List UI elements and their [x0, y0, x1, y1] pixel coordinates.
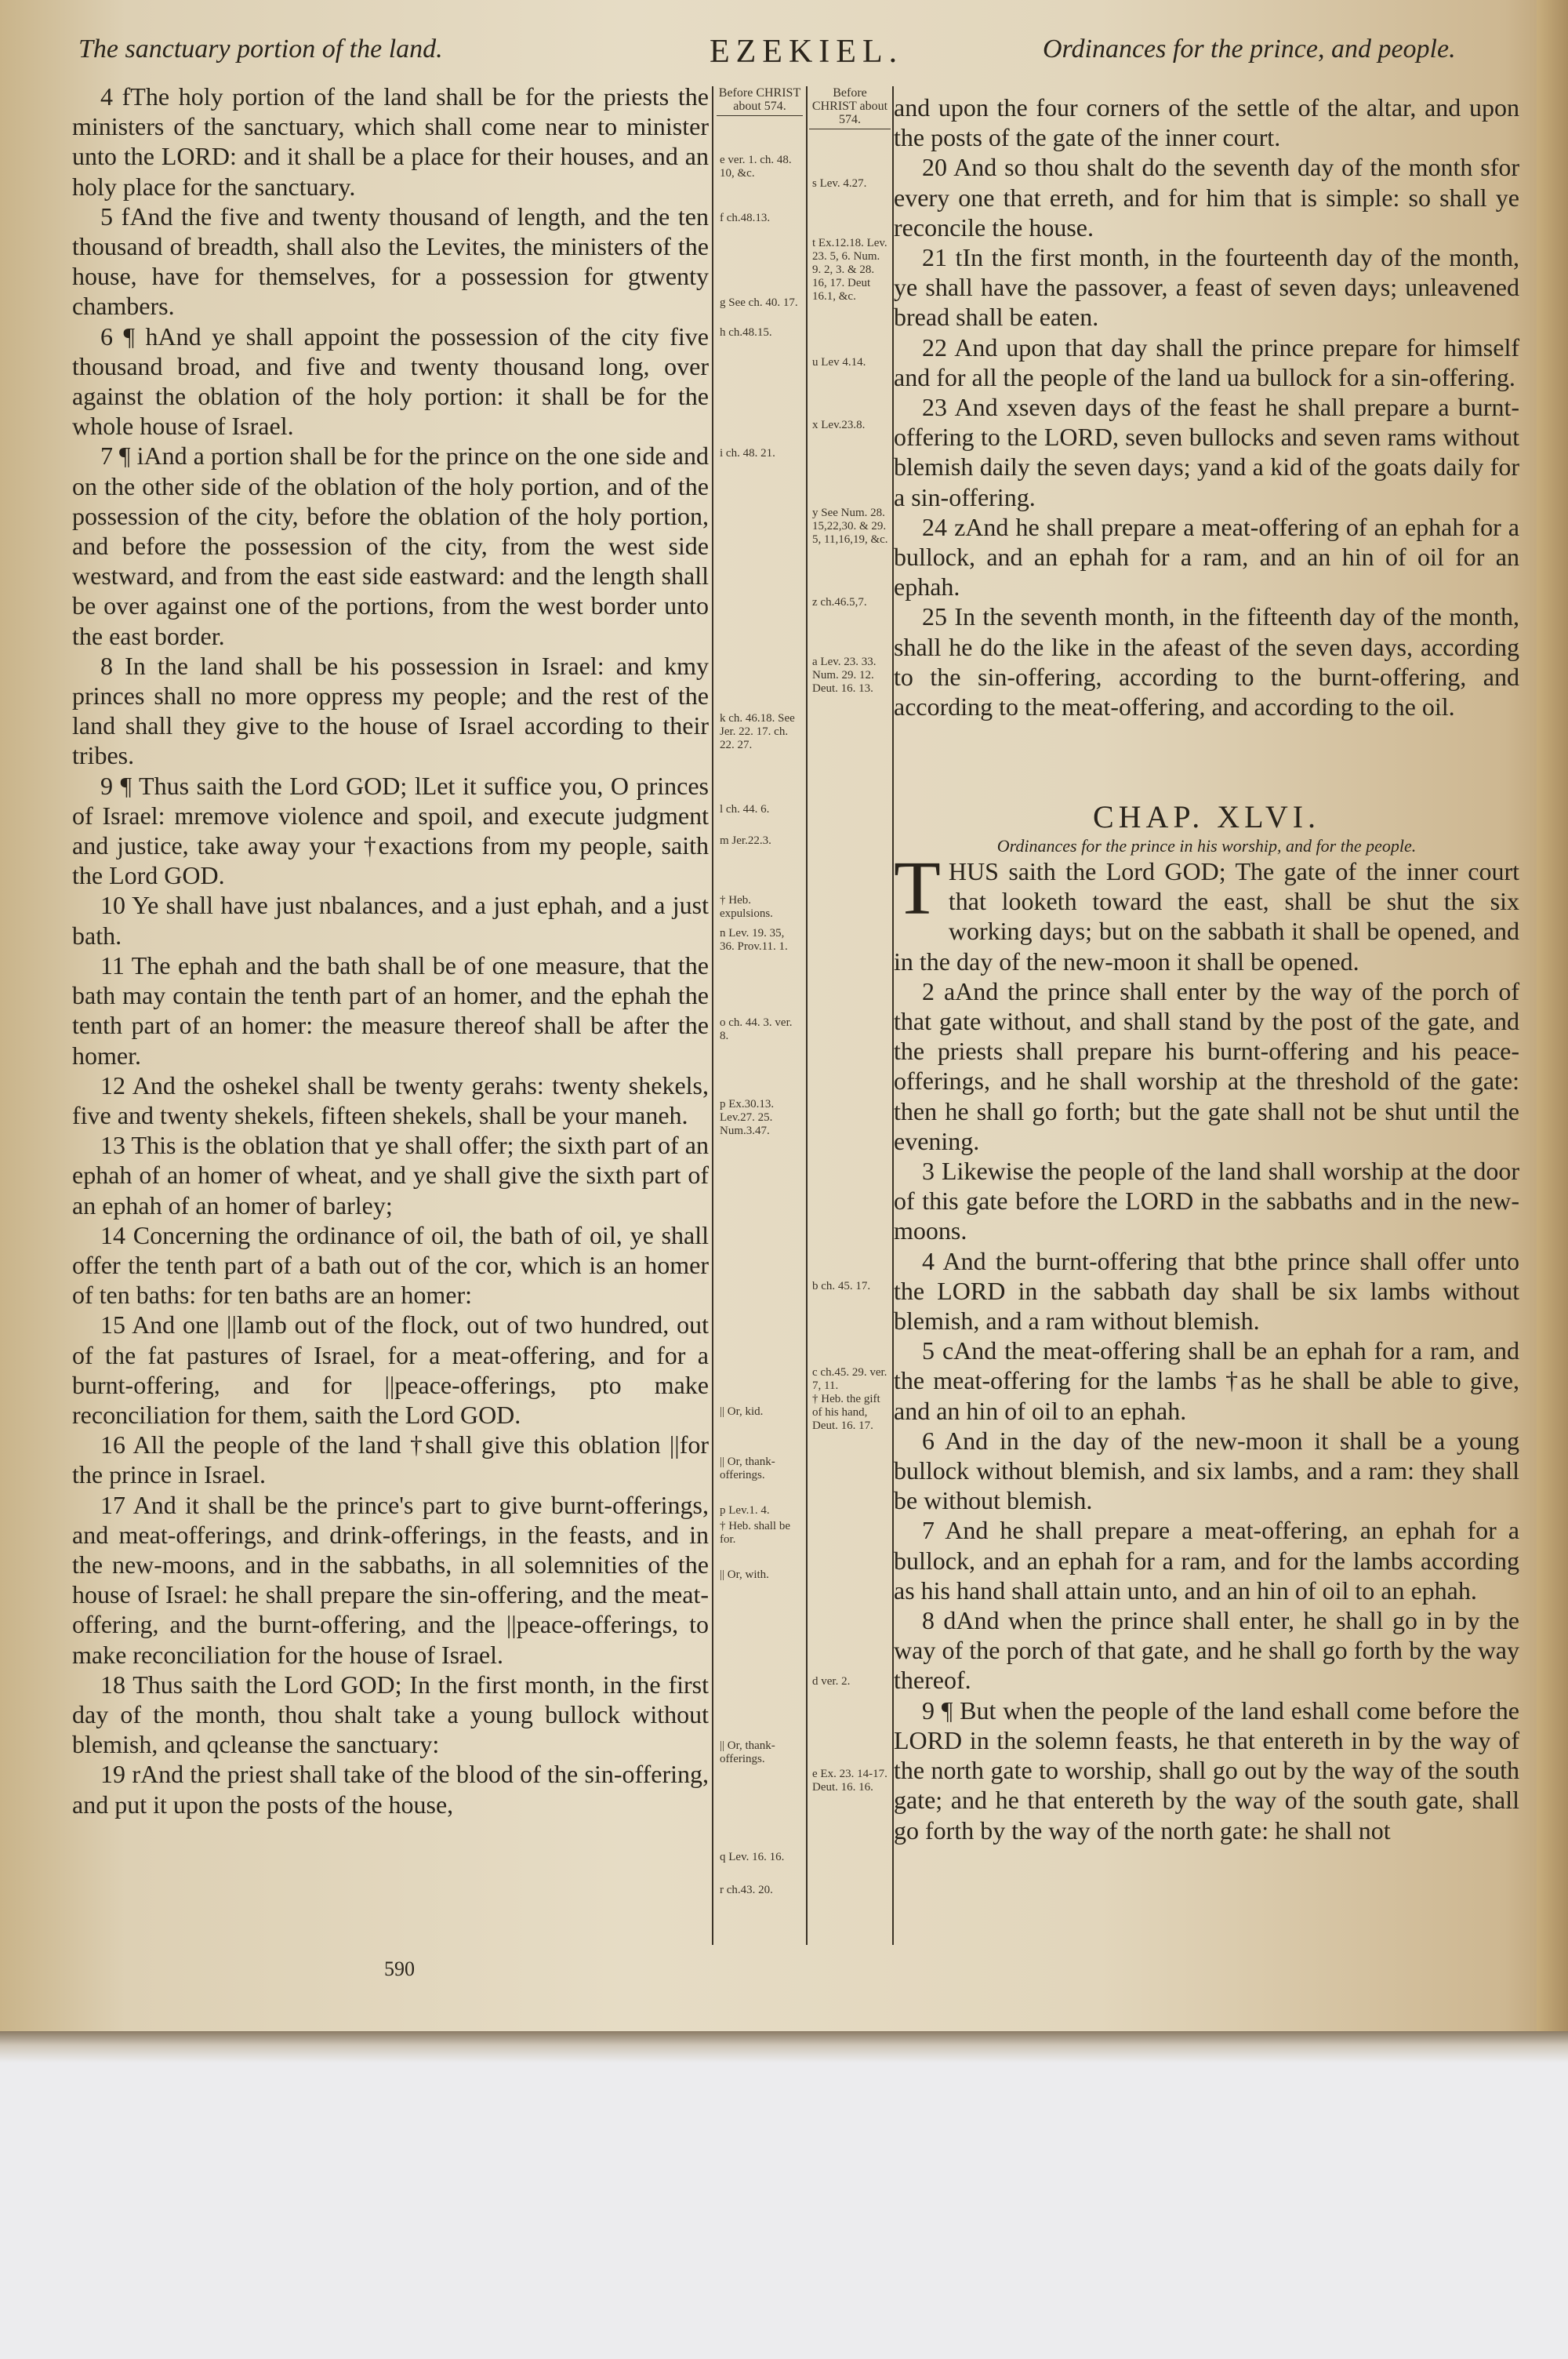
page-edge	[1537, 0, 1568, 2031]
margin-notes-left	[717, 86, 803, 1896]
margin-note: p Ex.30.13. Lev.27. 25. Num.3.47.	[720, 1098, 775, 1137]
verse: 8 dAnd when the prince shall enter, he shall go in by the way of the porch of that gate, and he shall go forth by the way thereof.	[894, 1606, 1519, 1695]
margin-note: n Lev. 19. 35, 36. Prov.11. 1.	[720, 927, 788, 953]
verse: 5 fAnd the five and twenty thousand of length, and the ten thousand of breadth, shall also the Levites, the ministers of the house, have for themselves, for a possession for gtwenty chambers.	[72, 202, 709, 321]
margin-note: † Heb. the gift of his hand, Deut. 16. 17.	[812, 1393, 880, 1432]
margin-note: b ch. 45. 17.	[812, 1280, 871, 1292]
margin-note: r ch.43. 20.	[720, 1884, 773, 1896]
verse: 11 The ephah and the bath shall be of one measure, that the bath may contain the tenth part of an homer, and the ephah the tenth part of an homer: the measure thereof shall be after the homer.	[72, 951, 709, 1070]
verse: 8 In the land shall be his possession in Israel: and kmy princes shall no more oppress my people; and the rest of the land shall they give to the house of Israel according to their tribes.	[72, 651, 709, 770]
margin-note: e Ex. 23. 14-17. Deut. 16. 16.	[812, 1768, 887, 1794]
verse: 23 And xseven days of the feast he shall prepare a burnt-offering to the LORD, seven bullocks and seven rams without blemish daily the seven days; yand a kid of the goats daily for a sin-offering.	[894, 393, 1519, 511]
chapter-summary: Ordinances for the prince in his worship, and for the people.	[996, 836, 1417, 856]
verse: 6 And in the day of the new-moon it shall be a young bullock without blemish, and six lambs, and a ram: they shall be without blemish.	[894, 1426, 1519, 1515]
margin-note: f ch.48.13.	[720, 212, 771, 224]
margin-heading: Before CHRIST about 574.	[717, 86, 803, 116]
verse: 7 ¶ iAnd a portion shall be for the prince on the one side and on the other side of the oblation of the holy portion, and of the possession of the city, before the oblation of the holy portion, and before the possession of the city, from the west side westward, and from the east side eastward: and the length shall be over against one of the portions, from the west border unto the east border.	[72, 442, 709, 650]
margin-note: || Or, with.	[720, 1568, 769, 1581]
margin-heading: Before CHRIST about 574.	[809, 86, 891, 129]
verse: 17 And it shall be the prince's part to give burnt-offerings, and meat-offerings, and drink-offerings, in the feasts, and in the new-moons, and in the sabbaths, in all solemnities of the house of Israel: he shall prepare the sin-offering, and the meat-offering, and the burnt-offering, and the ||peace-offerings, to make reconciliation for the house of Israel.	[72, 1490, 709, 1669]
verse: 14 Concerning the ordinance of oil, the bath of oil, ye shall offer the tenth part of a bath out of the cor, which is an homer of ten baths: for ten baths are an homer:	[72, 1220, 709, 1310]
margin-note: k ch. 46.18. See Jer. 22. 17. ch. 22. 27.	[720, 712, 795, 751]
text-column-right	[894, 93, 1519, 722]
margin-note: † Heb. expulsions.	[720, 894, 773, 920]
verse: 6 ¶ hAnd ye shall appoint the possession of the city five thousand broad, and five and twenty thousand long, over against the oblation of the holy portion: it shall be for the whole house of Israel.	[72, 322, 709, 441]
margin-note: l ch. 44. 6.	[720, 803, 770, 816]
margin-note: h ch.48.15.	[720, 326, 772, 339]
drop-cap: T	[894, 846, 941, 931]
verse: 9 ¶ Thus saith the Lord GOD; lLet it suffice you, O princes of Israel: mremove violence and spoil, and execute judgment and justice, take away your †exactions from my people, saith the Lord GOD.	[72, 771, 709, 890]
verse: 22 And upon that day shall the prince prepare for himself and for all the people of the land ua bullock for a sin-offering.	[894, 333, 1519, 391]
margin-note: u Lev 4.14.	[812, 356, 866, 369]
verse: 2 aAnd the prince shall enter by the way of the porch of that gate without, and shall stand by the post of the gate, and the priests shall prepare his burnt-offering and his peace-offerings, and he shall worship at the threshold of the gate: then he shall go forth; but the gate shall not be shut until the evening.	[894, 976, 1519, 1155]
margin-notes-right	[809, 86, 891, 1794]
verse: and upon the four corners of the settle of the altar, and upon the posts of the gate of the inner court.	[894, 93, 1519, 152]
column-rule	[712, 86, 713, 1945]
verse: 3 Likewise the people of the land shall worship at the door of this gate before the LORD in the sabbaths and in the new-moons.	[894, 1157, 1519, 1245]
margin-note: y See Num. 28. 15,22,30. & 29. 5, 11,16,19, &c.	[812, 507, 888, 546]
verse: 10 Ye shall have just nbalances, and a just ephah, and a just bath.	[72, 891, 709, 950]
margin-note: || Or, kid.	[720, 1405, 764, 1418]
running-head-right: Ordinances for the prince, and people.	[1043, 35, 1456, 64]
verse-text: HUS saith the Lord GOD; The gate of the inner court that looketh toward the east, shall be shut the six working days; but on the sabbath it shall be opened, and in the day of the new-moon it shall be opened.	[894, 857, 1519, 976]
verse: 25 In the seventh month, in the fifteenth day of the month, shall he do the like in the afeast of the seven days, according to the sin-offering, according to the burnt-offering, and according to the meat-offering, and according to the oil.	[894, 602, 1519, 722]
margin-note: d ver. 2.	[812, 1675, 851, 1688]
verse: 4 And the burnt-offering that bthe prince shall offer unto the LORD in the sabbath day shall be six lambs without blemish, and a ram without blemish.	[894, 1246, 1519, 1336]
verse: 7 And he shall prepare a meat-offering, an ephah for a bullock, and an ephah for a ram, and for the lambs according as his hand shall attain unto, and an hin of oil to an ephah.	[894, 1516, 1519, 1605]
margin-note: m Jer.22.3.	[720, 834, 771, 847]
verse: 20 And so thou shalt do the seventh day of the month sfor every one that erreth, and for him that is simple: so shall ye reconcile the house.	[894, 153, 1519, 242]
verse: 21 tIn the first month, in the fourteenth day of the month, ye shall have the passover, a feast of seven days; unleavened bread shall be eaten.	[894, 243, 1519, 332]
verse: 12 And the oshekel shall be twenty gerahs: twenty shekels, five and twenty shekels, fifteen shekels, shall be your maneh.	[72, 1070, 709, 1129]
margin-note: z ch.46.5,7.	[812, 596, 867, 609]
page-shadow	[0, 2031, 1568, 2063]
margin-note: || Or, thank-offerings.	[720, 1456, 775, 1481]
verse: 19 rAnd the priest shall take of the blood of the sin-offering, and put it upon the posts of the house,	[72, 1760, 709, 1819]
page-number: 590	[384, 1957, 415, 1980]
chapter-title: CHAP. XLVI.	[1092, 799, 1321, 834]
verse: 24 zAnd he shall prepare a meat-offering of an ephah for a bullock, and an ephah for a ram, and an hin of oil for an ephah.	[894, 512, 1519, 602]
verse: 15 And one ||lamb out of the flock, out of two hundred, out of the fat pastures of Israel, for a meat-offering, and for a burnt-offering, and for ||peace-offerings, pto make reconciliation for them, saith the Lord GOD.	[72, 1310, 709, 1429]
verse: 4 fThe holy portion of the land shall be for the priests the ministers of the sanctuary, which shall come near to minister unto the LORD: and it shall be a place for their houses, and an holy place for the sanctuary.	[72, 82, 709, 201]
margin-note: s Lev. 4.27.	[812, 177, 867, 190]
margin-note: i ch. 48. 21.	[720, 447, 775, 460]
margin-note: o ch. 44. 3. ver. 8.	[720, 1016, 793, 1042]
margin-note: p Lev.1. 4.	[720, 1504, 770, 1517]
verse: 13 This is the oblation that ye shall offer; the sixth part of an ephah of an homer of wheat, and ye shall give the sixth part of an ephah of an homer of barley;	[72, 1131, 709, 1219]
verse: 9 ¶ But when the people of the land eshall come before the LORD in the solemn feasts, he that entereth in by the way of the north gate to worship, shall go out by the way of the south gate; and he that entereth by the way of the south gate, shall go forth by the way of the north gate: he shall not	[894, 1696, 1519, 1845]
margin-note: x Lev.23.8.	[812, 419, 866, 431]
margin-note: c ch.45. 29. ver. 7, 11.	[812, 1366, 887, 1392]
verse: 18 Thus saith the Lord GOD; In the first month, in the first day of the month, thou shalt take a young bullock without blemish, and qcleanse the sanctuary:	[72, 1670, 709, 1759]
margin-note: g See ch. 40. 17.	[720, 296, 798, 309]
margin-note: † Heb. shall be for.	[720, 1520, 790, 1546]
margin-note: t Ex.12.18. Lev. 23. 5, 6. Num. 9. 2, 3. & 28. 16, 17. Deut 16.1, &c.	[812, 237, 887, 303]
margin-note: || Or, thank-offerings.	[720, 1739, 775, 1765]
margin-note: q Lev. 16. 16.	[720, 1851, 785, 1863]
verse: 5 cAnd the meat-offering shall be an ephah for a ram, and the meat-offering for the lambs †as he shall be able to give, and an hin of oil to an ephah.	[894, 1336, 1519, 1425]
margin-note: a Lev. 23. 33. Num. 29. 12. Deut. 16. 13.	[812, 656, 877, 695]
text-column-left	[72, 82, 709, 1819]
running-head-book-title: EZEKIEL.	[710, 34, 904, 70]
running-head-left: The sanctuary portion of the land.	[78, 35, 443, 64]
verse: 16 All the people of the land †shall give this oblation ||for the prince in Israel.	[72, 1430, 709, 1489]
margin-note: e ver. 1. ch. 48. 10, &c.	[720, 154, 792, 180]
column-rule	[806, 86, 808, 1945]
